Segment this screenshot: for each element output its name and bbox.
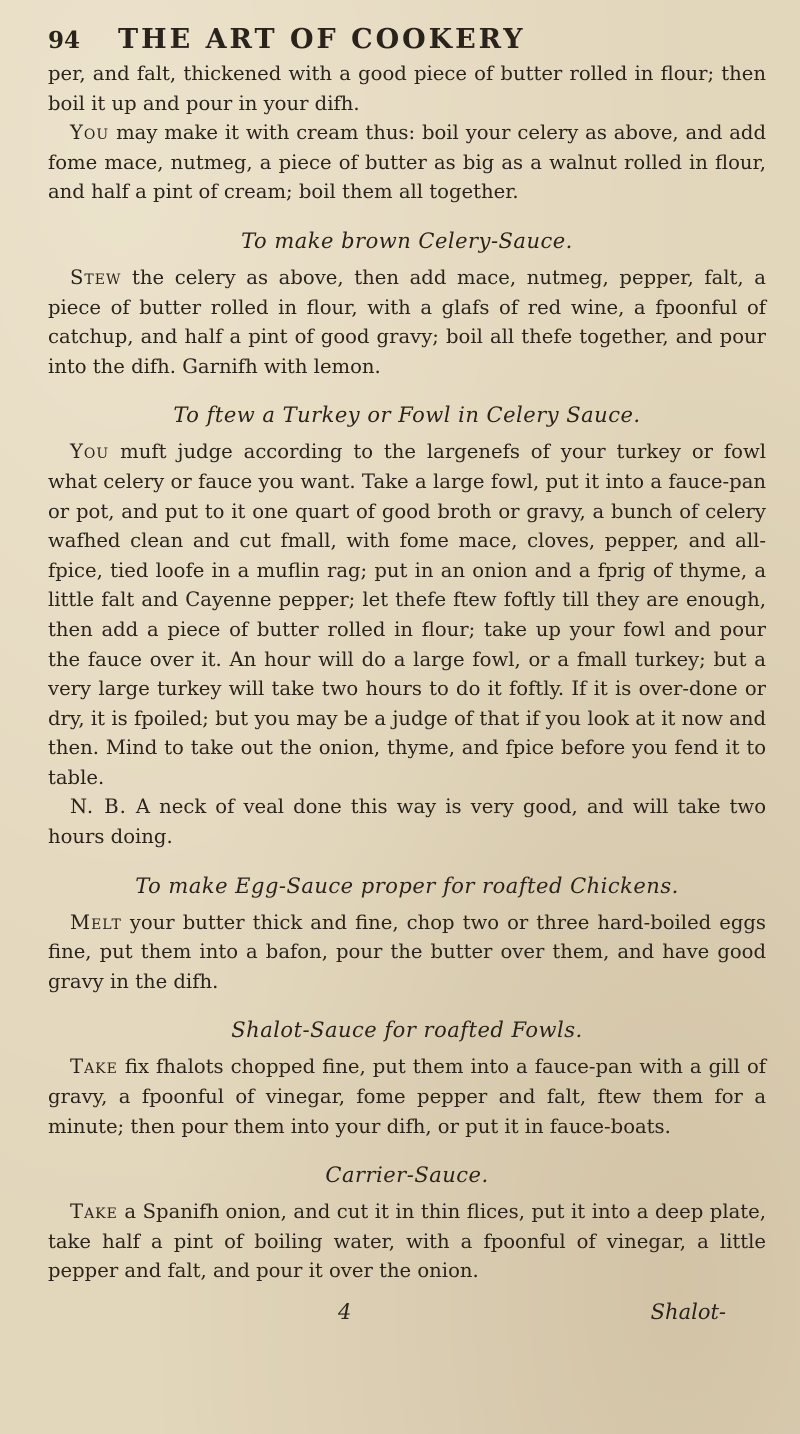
recipe-section xyxy=(48,792,766,851)
recipe-text xyxy=(48,59,766,118)
recipe-section xyxy=(48,1018,766,1141)
recipe-section xyxy=(48,874,766,997)
lead-word: Take xyxy=(70,1200,118,1224)
catchword: Shalot- xyxy=(650,1300,726,1324)
recipe-section xyxy=(48,118,766,207)
recipe-text xyxy=(48,263,766,381)
paragraph-text: may make it with cream thus: boil your celery as above, and add fome mace, nutmeg, a piece of butter as big as a walnut rolled in flour, and half a pint of cream; boil them all together. xyxy=(48,121,766,204)
recipe-heading: To make brown Celery-Sauce. xyxy=(241,228,573,253)
signature-mark: 4 xyxy=(338,1300,352,1324)
lead-word: N. B. xyxy=(70,795,127,819)
recipe-heading: To make Egg-Sauce proper for roafted Chickens. xyxy=(135,873,679,898)
page-body xyxy=(48,59,766,1286)
paragraph-text: your butter thick and fine, chop two or three hard-boiled eggs fine, put them into a bafon, pour the butter over them, and have good gravy in the difh. xyxy=(48,910,766,993)
recipe-heading: Carrier-Sauce. xyxy=(325,1163,489,1188)
paragraph-text: muft judge according to the largenefs of your turkey or fowl what celery or fauce you want. Take a large fowl, put it into a fauce-pan or pot, and put to it one quart of good broth or gravy, a bunch of celery wafhed clean and cut fmall, with fome mace, cloves, pepper, and all-fpice, tied loofe in a muflin rag; put in an onion and a fprig of thyme, a little falt and Cayenne pepper; let thefe ftew foftly till they are enough, then add a piece of butter rolled in flour; take up your fowl and pour the fauce over it. An hour will do a large fowl, or a fmall turkey; but a very large turkey will take two hours to do it foftly. If it is over-done or dry, it is fpoiled; but you may be a judge of that if you look at it now and then. Mind to take out the onion, thyme, and fpice before you fend it to table. xyxy=(48,440,766,789)
page-footer xyxy=(48,1286,766,1324)
paragraph-text: the celery as above, then add mace, nutmeg, pepper, falt, a piece of butter rolled in flour, with a glafs of red wine, a fpoonful of catchup, and half a pint of good gravy; boil all thefe together, and pour into the difh. Garnifh with lemon. xyxy=(48,265,766,378)
page-number: 94 xyxy=(48,27,81,54)
paragraph-text: fix fhalots chopped fine, put them into a fauce-pan with a gill of gravy, a fpoonful of vinegar, fome pepper and falt, ftew them for a minute; then pour them into your difh, or put it in fauce-boats. xyxy=(48,1055,766,1138)
paragraph-text: per, and falt, thickened with a good piece of butter rolled in flour; then boil it up and pour in your difh. xyxy=(48,62,766,115)
recipe-heading: To ftew a Turkey or Fowl in Celery Sauce. xyxy=(173,403,641,428)
recipe-section xyxy=(48,1163,766,1286)
recipe-text xyxy=(48,792,766,851)
recipe-section xyxy=(48,403,766,792)
paragraph-text: A neck of veal done this way is very good, and will take two hours doing. xyxy=(48,795,767,849)
running-head xyxy=(48,24,766,55)
lead-word: Take xyxy=(70,1055,118,1079)
recipe-section xyxy=(48,229,766,381)
lead-word: You xyxy=(70,440,110,464)
lead-word: You xyxy=(70,121,110,145)
recipe-section xyxy=(48,59,766,118)
recipe-text xyxy=(48,437,766,792)
paragraph-text: a Spanifh onion, and cut it in thin flices, put it into a deep plate, take half a pint of boiling water, with a fpoonful of vinegar, a little pepper and falt, and pour it over the onion. xyxy=(48,1200,766,1283)
lead-word: Stew xyxy=(70,265,122,289)
recipe-text xyxy=(48,1052,766,1141)
recipe-text xyxy=(48,908,766,997)
recipe-text xyxy=(48,118,766,207)
lead-word: Melt xyxy=(70,910,122,934)
recipe-heading: Shalot-Sauce for roafted Fowls. xyxy=(231,1018,583,1043)
book-title: THE ART OF COOKERY xyxy=(118,24,526,55)
recipe-text xyxy=(48,1197,766,1286)
